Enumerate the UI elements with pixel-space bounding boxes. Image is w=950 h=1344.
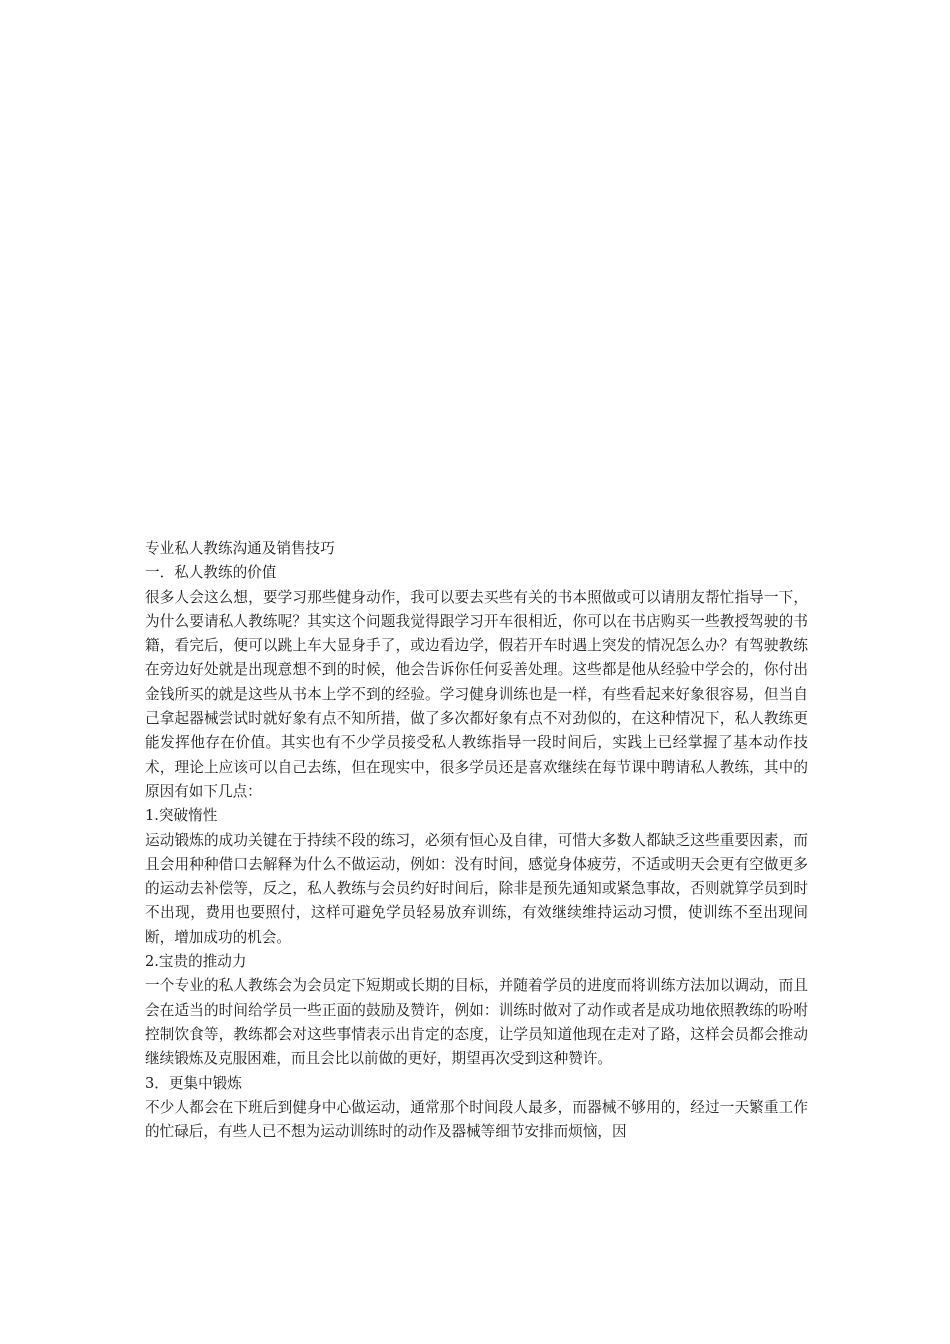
section-heading-value: 一．私人教练的价值	[145, 564, 277, 582]
point-heading-motivation: 2.宝贵的推动力	[145, 953, 247, 971]
point-heading-break-inertia: 1.突破惰性	[145, 807, 218, 825]
document-title: 专业私人教练沟通及销售技巧	[145, 540, 335, 557]
section-paragraph-value: 很多人会这么想，要学习那些健身动作，我可以要去买些有关的书本照做或可以请朋友帮忙指导一下，为什么要请私人教练呢？其实这个问题我觉得跟学习开车很相近，你可以在书店购买一些教授驾驶的书籍，看完后，便可以跳上车大显身手了，或边看边学，假若开车时遇上突发的情况怎么办？有驾驶教练在旁边好处就是出现意想不到的时候，他会告诉你任何妥善处理。这些都是他从经验中学会的，你付出金钱所买的就是这些从书本上学不到的经验。学习健身训练也是一样，有些看起来好象很容易，但当自己拿起器械尝试时就好象有点不知所措，做了多次都好象有点不对劲似的，在这种情况下，私人教练更能发挥他存在价值。其实也有不少学员接受私人教练指导一段时间后，实践上已经掌握了基本动作技术，理论上应该可以自己去练，但在现实中，很多学员还是喜欢继续在每节课中聘请私人教练，其中的原因有如下几点：	[145, 588, 808, 800]
document-body	[145, 537, 808, 1144]
point-paragraph-break-inertia: 运动锻炼的成功关键在于持续不段的练习，必须有恒心及自律，可惜大多数人都缺乏这些重要因素，而且会用种种借口去解释为什么不做运动，例如：没有时间，感觉身体疲劳，不适或明天会更有空做更多的运动去补偿等，反之，私人教练与会员约好时间后，除非是预先通知或紧急事故，否则就算学员到时不出现，费用也要照付，这样可避免学员轻易放弃训练，有效继续维持运动习惯，使训练不至出现间断，增加成功的机会。	[145, 831, 808, 946]
point-paragraph-focused-training: 不少人都会在下班后到健身中心做运动，通常那个时间段人最多，而器械不够用的，经过一天繁重工作的忙碌后，有些人已不想为运动训练时的动作及器械等细节安排而烦恼，因	[145, 1098, 808, 1141]
point-heading-focused-training: 3．更集中锻炼	[145, 1074, 242, 1092]
point-paragraph-motivation: 一个专业的私人教练会为会员定下短期或长期的目标，并随着学员的进度而将训练方法加以调动，而且会在适当的时间给学员一些正面的鼓励及赞许，例如：训练时做对了动作或者是成功地依照教练的吩咐控制饮食等，教练都会对这些事情表示出肯定的态度，让学员知道他现在走对了路，这样会员都会推动继续锻炼及克服困难，而且会比以前做的更好，期望再次受到这种赞许。	[145, 977, 808, 1068]
